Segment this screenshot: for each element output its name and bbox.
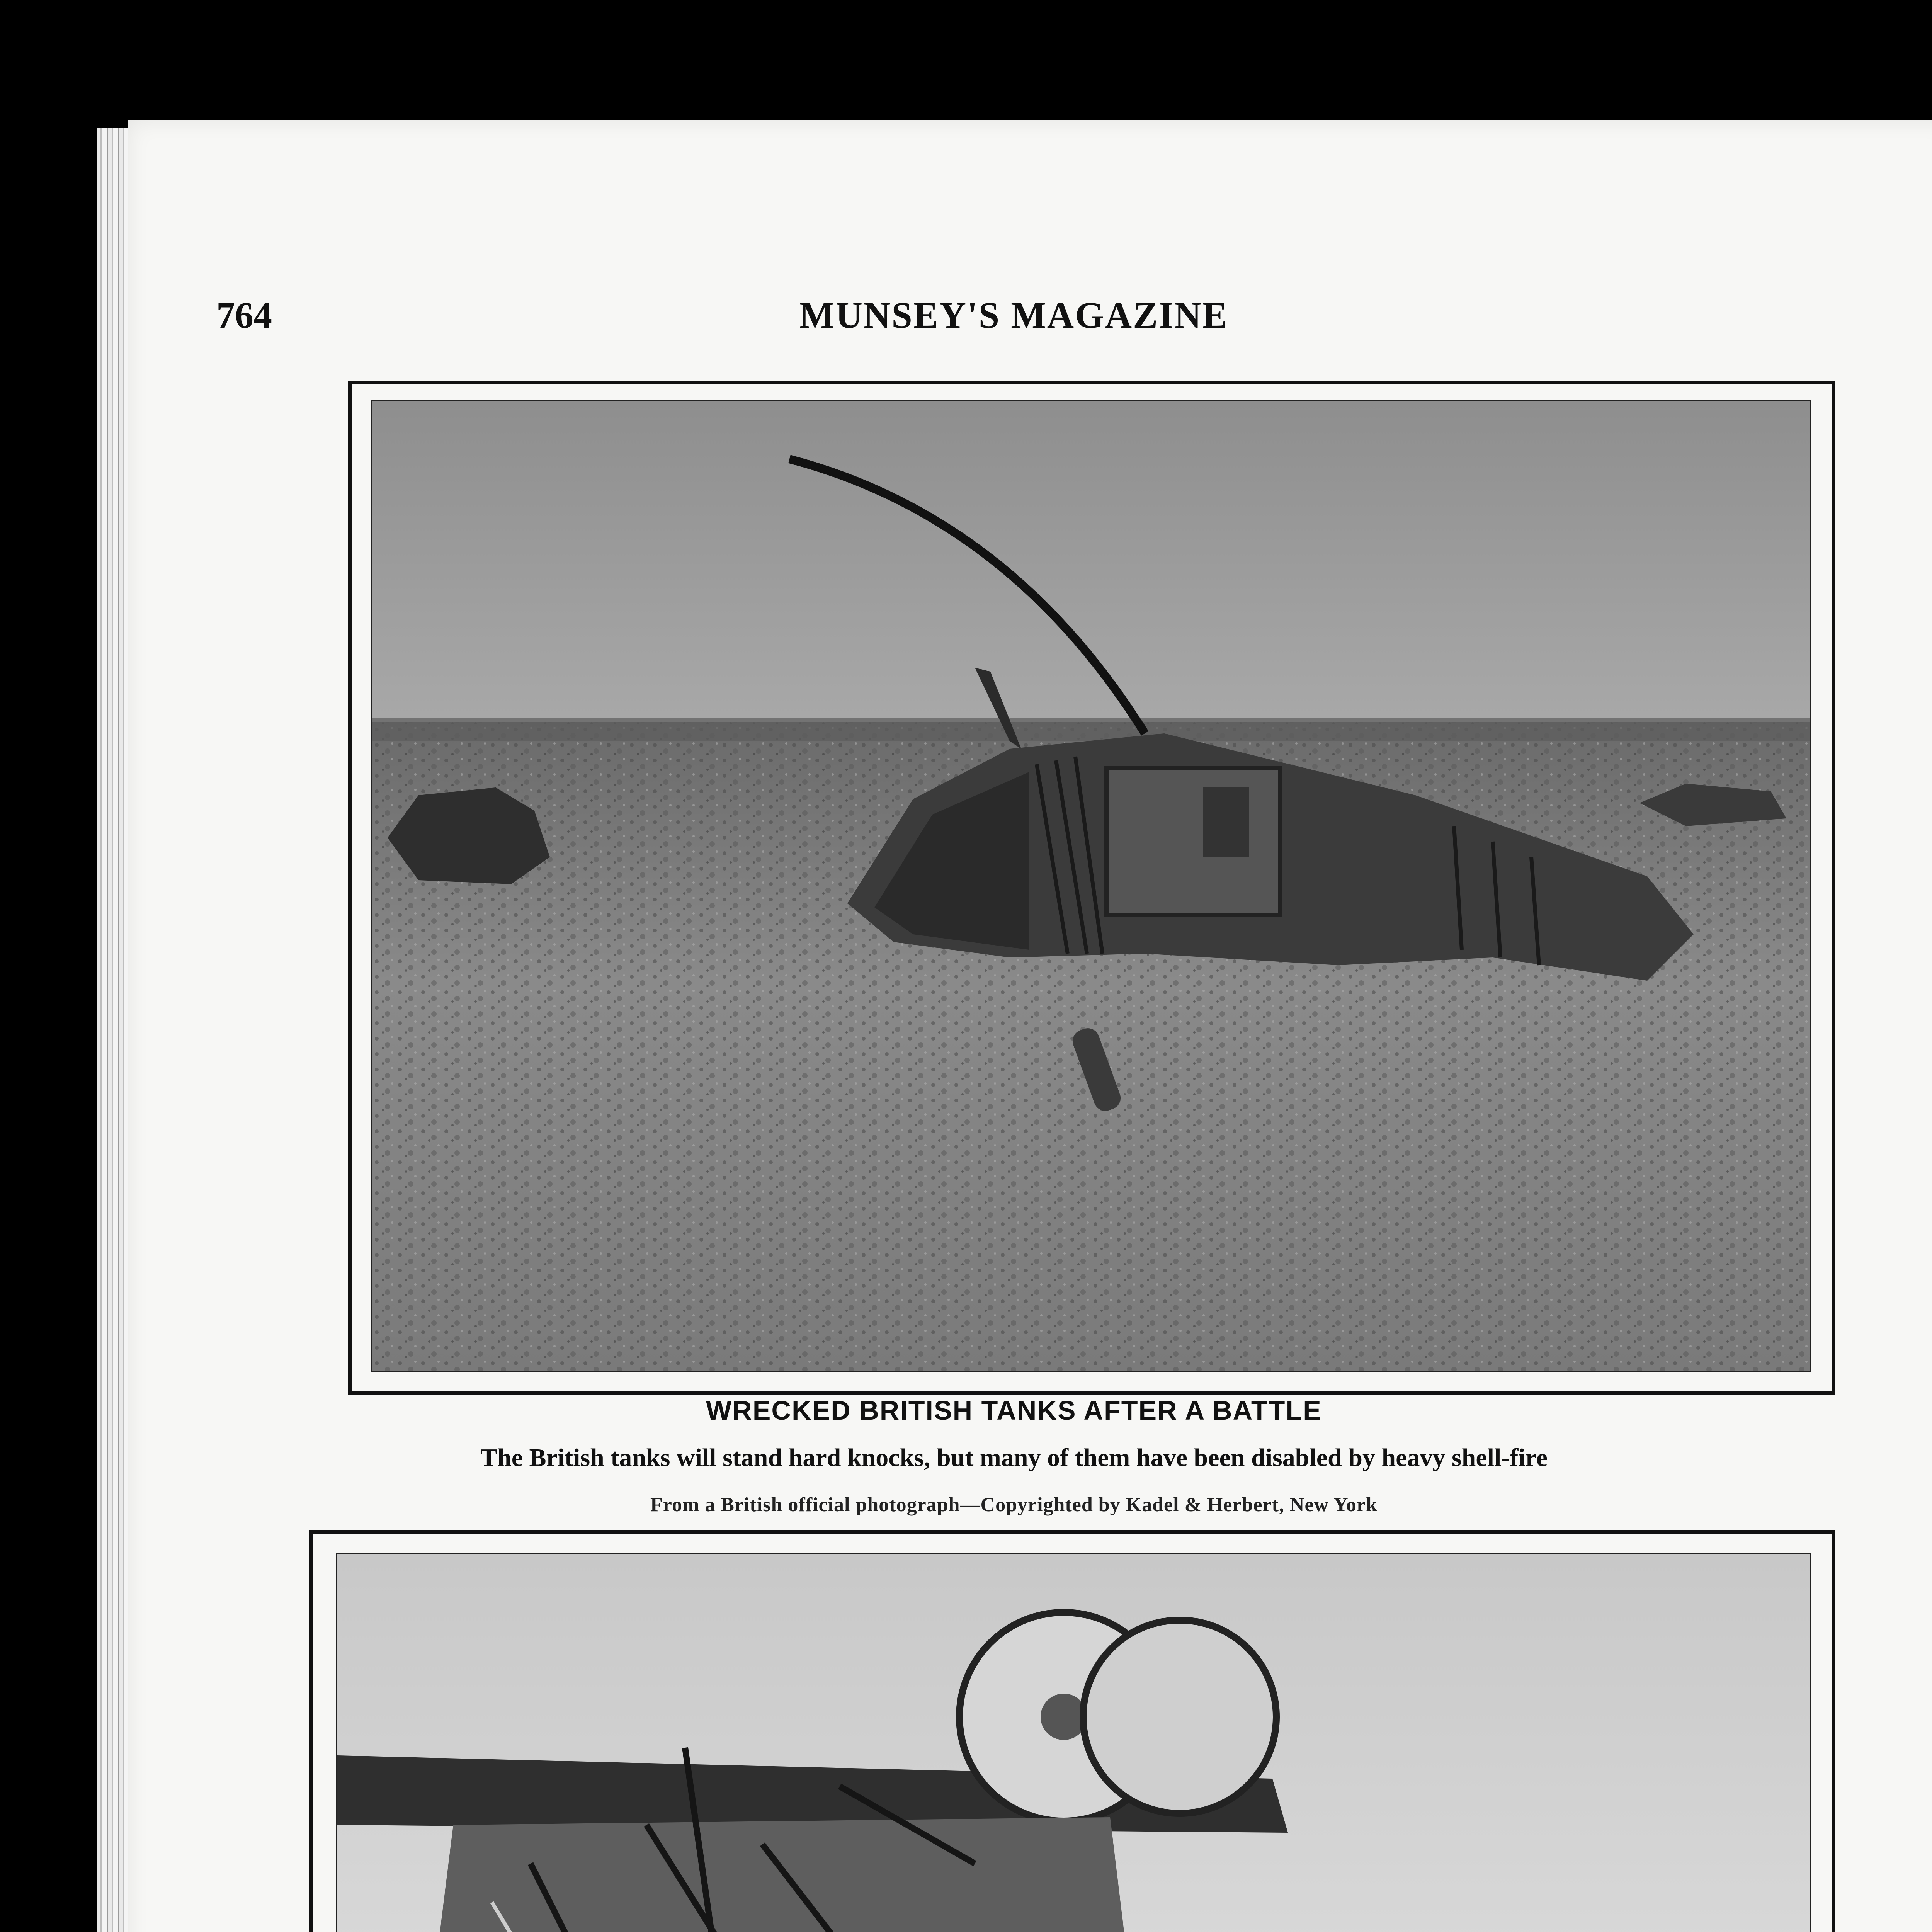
page-number: 764 [216, 294, 272, 336]
photo-wrecked-tanks [371, 400, 1811, 1372]
photo-frame-tanks [348, 381, 1835, 1395]
tank-photo-illustration [372, 401, 1810, 1371]
figure-1-title: WRECKED BRITISH TANKS AFTER A BATTLE [706, 1395, 1322, 1425]
airplane-photo-illustration [337, 1554, 1810, 1932]
magazine-title: MUNSEY'S MAGAZINE [799, 294, 1228, 336]
figure-1-caption: The British tanks will stand hard knocks, but many of them have been disabled by heavy shell-fire [480, 1444, 1548, 1472]
figure-1-credit: From a British official photograph—Copyrighted by Kadel & Herbert, New York [650, 1494, 1378, 1516]
photo-frame-airplane [309, 1530, 1835, 1932]
page-edges [97, 128, 131, 1932]
photo-german-airplane-wreck [336, 1553, 1811, 1932]
